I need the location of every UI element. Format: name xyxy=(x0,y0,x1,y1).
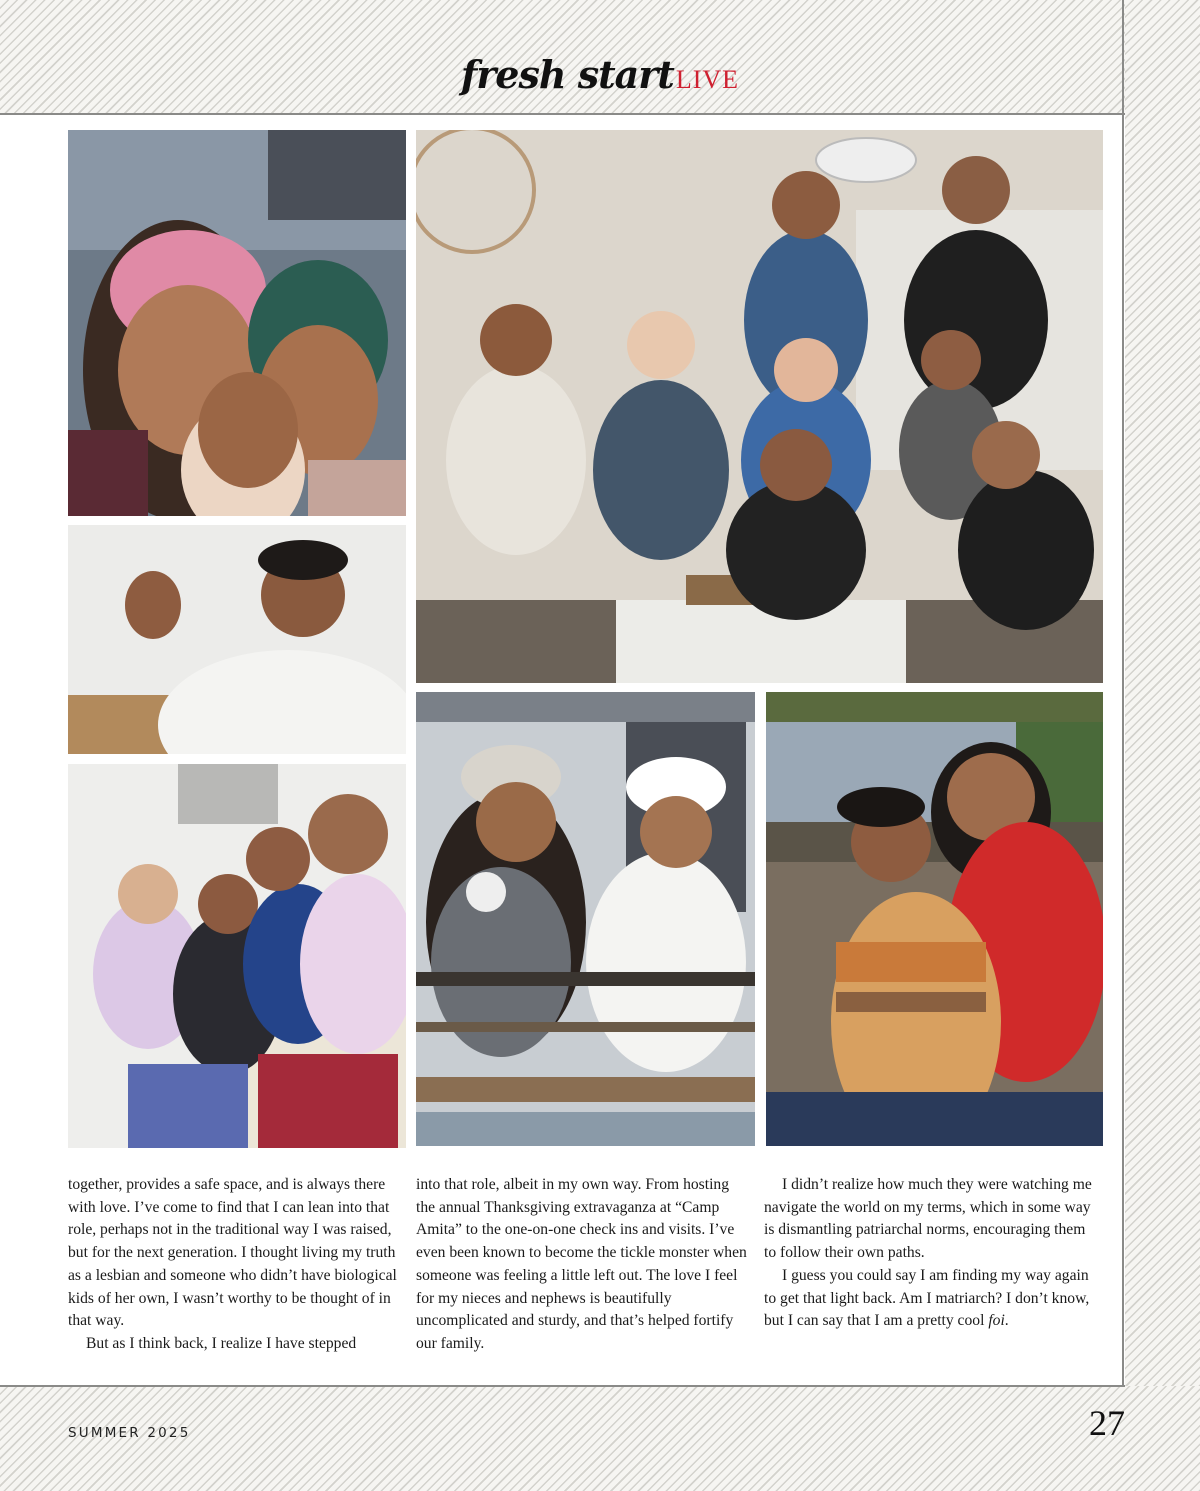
issue-label: SUMMER 2025 xyxy=(68,1425,191,1441)
page-number: 27 xyxy=(1089,1403,1125,1443)
closing-period: . xyxy=(1004,1312,1009,1330)
masthead xyxy=(0,48,1200,110)
article-column-2 xyxy=(416,1174,748,1356)
gutter-rule xyxy=(1122,0,1124,1386)
page-margin-pattern-right xyxy=(1125,0,1200,1491)
brand-logo: fresh start xyxy=(460,52,674,97)
article-column-1 xyxy=(68,1174,400,1356)
header-rule xyxy=(0,113,1125,115)
closing-text: I guess you could say I am finding my way again to get that light back. Am I matriarch? I don’t know, but I can say that I am a pretty cool xyxy=(764,1266,1090,1330)
article-paragraph-closing xyxy=(764,1265,1100,1333)
article-paragraph: into that role, albeit in my own way. From hosting the annual Thanksgiving extravaganza at “Camp Amita” to the one-on-one check ins and visits. I’ve even been known to become the tickle monster when someone was feeling a little left out. The love I feel for my nieces and nephews is beautifully uncomplicated and sturdy, and that’s helped fortify our family. xyxy=(416,1176,747,1352)
photo-lake-hug xyxy=(766,692,1103,1146)
article-paragraph: together, provides a safe space, and is always there with love. I’ve come to find that I can lean into that role, perhaps not in the traditional way I was raised, but for the next generation. I thought living my truth as a lesbian and someone who didn’t have biological kids of her own, I wasn’t worthy to be thought of in that way. xyxy=(68,1176,397,1330)
article-paragraph: But as I think back, I realize I have stepped xyxy=(86,1334,357,1352)
article-column-3 xyxy=(764,1174,1100,1333)
photo-young-man xyxy=(68,525,406,754)
article-paragraph: I didn’t realize how much they were watching me navigate the world on my terms, which in some way is dismantling patriarchal norms, encouraging them to follow their own paths. xyxy=(764,1176,1092,1262)
footer-rule xyxy=(0,1385,1125,1387)
photo-family-group xyxy=(416,130,1103,683)
closing-emphasis: foi xyxy=(988,1312,1005,1330)
photo-selfie xyxy=(68,130,406,516)
section-label: LIVE xyxy=(675,65,740,94)
photo-kids-sofa xyxy=(68,764,406,1148)
photo-ski-lift xyxy=(416,692,755,1146)
